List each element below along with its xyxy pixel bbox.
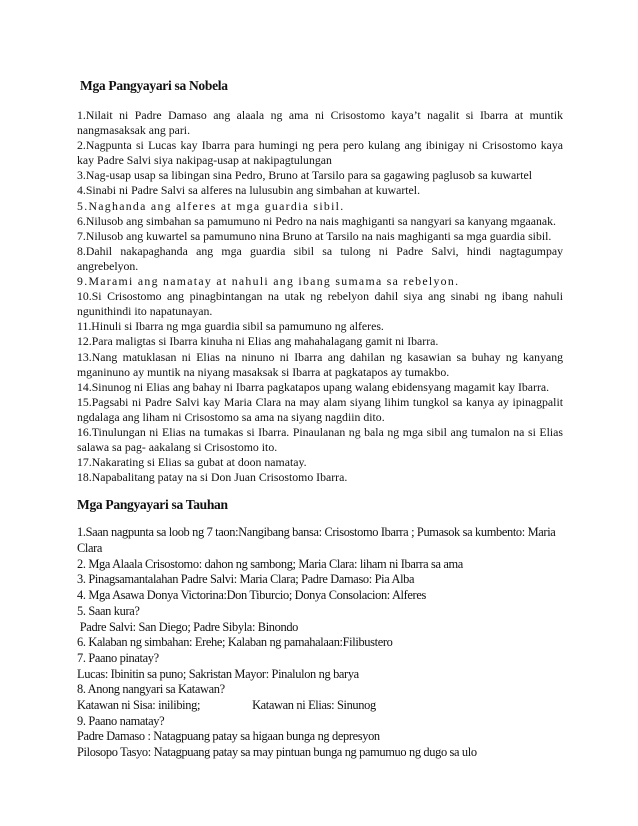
- tauhan-line-katawan: [77, 698, 563, 714]
- tauhan-line: 4. Mga Asawa Donya Victorina:Don Tiburcio; Donya Consolacion: Alferes: [77, 588, 426, 603]
- katawan-elias: Katawan ni Elias: Sinunog: [252, 698, 376, 713]
- section-title-tauhan: Mga Pangyayari sa Tauhan: [77, 497, 228, 513]
- nobela-event: 10.Si Crisostomo ang pinagbintangan na utak ng rebelyon dahil siya ang sinabi ng ibang nahuli ngunithindi ito napatunayan.: [77, 289, 563, 319]
- section-title-nobela: Mga Pangyayari sa Nobela: [80, 78, 228, 93]
- nobela-events-list: [77, 108, 563, 485]
- tauhan-line: Padre Damaso : Natagpuang patay sa higaan bunga ng depresyon: [77, 729, 380, 744]
- nobela-event: 4.Sinabi ni Padre Salvi sa alferes na lulusubin ang simbahan at kuwartel.: [77, 183, 421, 198]
- nobela-event: 5.Naghanda ang alferes at mga guardia sibil.: [77, 198, 345, 213]
- tauhan-line: 6. Kalaban ng simbahan: Erehe; Kalaban ng pamahalaan:Filibustero: [77, 635, 393, 650]
- nobela-event: 17.Nakarating si Elias sa gubat at doon namatay.: [77, 455, 307, 470]
- nobela-event: 1.Nilait ni Padre Damaso ang alaala ng ama ni Crisostomo kaya’t nagalit si Ibarra at muntik nangmasaksak ang pari.: [77, 108, 563, 138]
- tauhan-list: [77, 525, 563, 761]
- tauhan-line: 3. Pinagsamantalahan Padre Salvi: Maria Clara; Padre Damaso: Pia Alba: [77, 572, 415, 587]
- nobela-event: 2.Nagpunta si Lucas kay Ibarra para humingi ng pera pero kulang ang ibinigay ni Crisostomo kaya kay Padre Salvi siya nakipag-usap at nakipagtulungan: [77, 138, 563, 168]
- tauhan-line: 8. Anong nangyari sa Katawan?: [77, 682, 225, 697]
- nobela-event: 15.Pagsabi ni Padre Salvi kay Maria Clara na may alam siyang lihim tungkol sa kanya ay ipinagpalit ngdalaga ang liham ni Crisostomo sa ama na siyang nagdiin dito.: [77, 394, 563, 424]
- tauhan-line: 7. Paano pinatay?: [77, 650, 159, 665]
- tauhan-line: 1.Saan nagpunta sa loob ng 7 taon:Nangibang bansa: Crisostomo Ibarra ; Pumasok sa kumbento: Maria Clara: [77, 525, 556, 556]
- nobela-event: 16.Tinulungan ni Elias na tumakas si Ibarra. Pinaulanan ng bala ng mga sibil ang tumalon na si Elias salawa sa pag- aakalang si Crisostomo ito.: [77, 424, 563, 455]
- tauhan-line: Pilosopo Tasyo: Natagpuang patay sa may pintuan bunga ng pamumuo ng dugo sa ulo: [77, 745, 477, 760]
- nobela-event: 13.Nang matuklasan ni Elias na ninuno ni Ibarra ang dahilan ng kasawian sa buhay ng kanyang mganinuno ay muntik na niyang masaksak si Ibarra at pagkatapos ay tumakbo.: [77, 349, 563, 379]
- katawan-sisa: Katawan ni Sisa: inilibing;: [77, 698, 201, 713]
- tauhan-line: Lucas: Ibinitin sa puno; Sakristan Mayor: Pinalulon ng barya: [77, 666, 359, 681]
- nobela-event: 11.Hinuli si Ibarra ng mga guardia sibil sa pamumuno ng alferes.: [77, 319, 384, 334]
- nobela-event: 3.Nag-usap usap sa libingan sina Pedro, Bruno at Tarsilo para sa gagawing paglusob sa kuwartel: [77, 168, 532, 183]
- tauhan-line: 9. Paano namatay?: [77, 713, 165, 728]
- nobela-event: 14.Sinunog ni Elias ang bahay ni Ibarra pagkatapos upang walang ebidensyang magamit kay Ibarra.: [77, 379, 550, 394]
- tauhan-line: 2. Mga Alaala Crisostomo: dahon ng sambong; Maria Clara: liham ni Ibarra sa ama: [77, 556, 463, 571]
- nobela-event: 12.Para maligtas si Ibarra kinuha ni Elias ang mahahalagang gamit ni Ibarra.: [77, 334, 439, 349]
- nobela-event: 8.Dahil nakapaghanda ang mga guardia sibil sa tulong ni Padre Salvi, hindi nagtagumpay angrebelyon.: [77, 243, 563, 273]
- nobela-event: 7.Nilusob ang kuwartel sa pamumuno nina Bruno at Tarsilo na nais maghiganti sa mga guardia sibil.: [77, 228, 552, 243]
- tauhan-line: Padre Salvi: San Diego; Padre Sibyla: Binondo: [77, 619, 299, 634]
- nobela-event: 9.Marami ang namatay at nahuli ang ibang sumama sa rebelyon.: [77, 274, 460, 289]
- document-content: [77, 78, 563, 761]
- tauhan-line: 5. Saan kura?: [77, 603, 140, 618]
- nobela-event: 18.Napabalitang patay na si Don Juan Crisostomo Ibarra.: [77, 470, 348, 485]
- nobela-event: 6.Nilusob ang simbahan sa pamumuno ni Pedro na nais maghiganti sa nangyari sa kanyang mgaanak.: [77, 213, 556, 228]
